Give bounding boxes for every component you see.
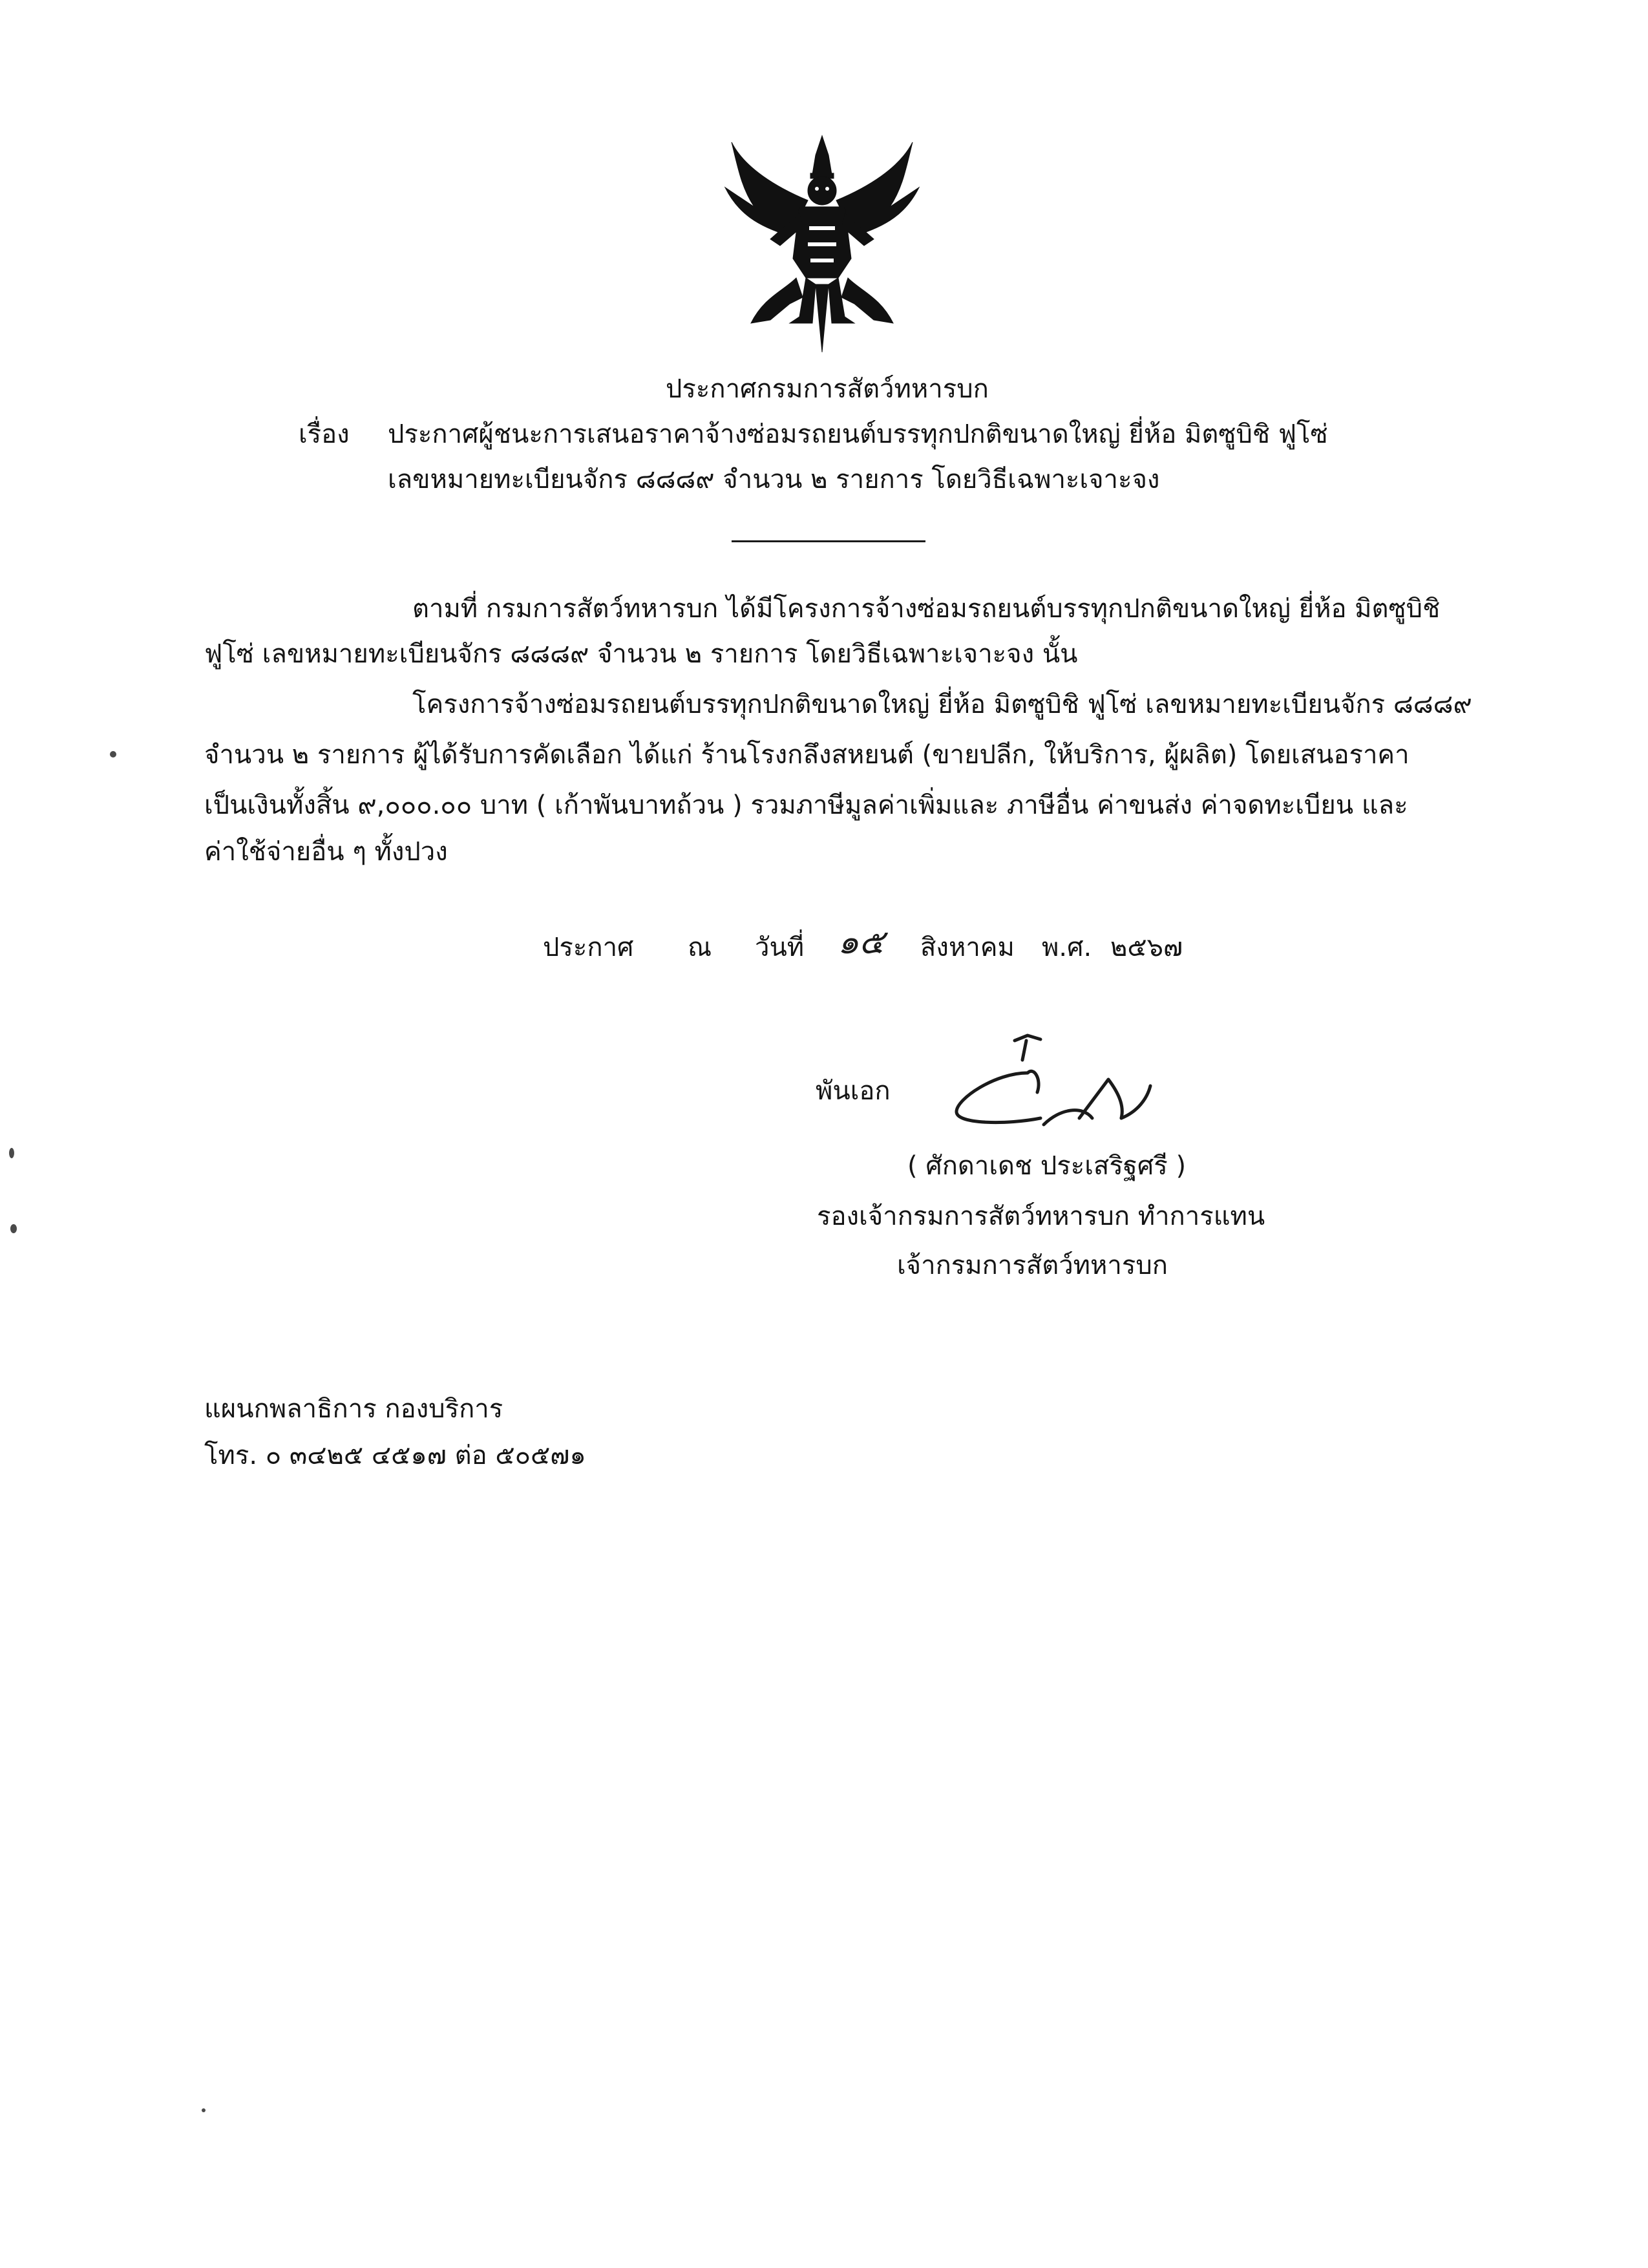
- agency-title: ประกาศกรมการสัตว์ทหารบก: [666, 374, 989, 404]
- header-divider: [732, 540, 925, 542]
- garuda-emblem-icon: [719, 129, 925, 355]
- subject-label: เรื่อง: [299, 419, 350, 449]
- announced-label: ประกาศ: [543, 933, 634, 962]
- day-value: ๑๕: [838, 923, 885, 962]
- signatory-name: ( ศักดาเดช ประเสริฐศรี ): [907, 1151, 1187, 1181]
- footer-phone: โทร. ๐ ๓๔๒๕ ๔๕๑๗ ต่อ ๕๐๕๗๑: [204, 1441, 586, 1470]
- year: ๒๕๖๗: [1110, 933, 1183, 962]
- signatory-position-1: รองเจ้ากรมการสัตว์ทหารบก ทำการแทน: [817, 1202, 1265, 1231]
- paragraph-2-line-3: เป็นเงินทั้งสิ้น ๙,๐๐๐.๐๐ บาท ( เก้าพันบาทถ้วน ) รวมภาษีมูลค่าเพิ่มและ ภาษีอื่น ค่าขนส่ง ค่าจดทะเบียน และ: [204, 790, 1408, 820]
- scan-speck: [110, 751, 116, 758]
- subject-line-1: ประกาศผู้ชนะการเสนอราคาจ้างซ่อมรถยนต์บรรทุกปกติขนาดใหญ่ ยี่ห้อ มิตซูบิชิ ฟูโซ่: [388, 419, 1328, 449]
- month: สิงหาคม: [920, 933, 1015, 962]
- paragraph-2-line-2: จำนวน ๒ รายการ ผู้ได้รับการคัดเลือก ได้แก่ ร้านโรงกลึงสหยนต์ (ขายปลีก, ให้บริการ, ผู้ผลิต) โดยเสนอราคา: [204, 740, 1410, 770]
- signatory-rank: พันเอก: [816, 1076, 891, 1106]
- subject-line-2: เลขหมายทะเบียนจักร ๘๘๘๙ จำนวน ๒ รายการ โดยวิธีเฉพาะเจาะจง: [388, 465, 1160, 494]
- signatory-position-2: เจ้ากรมการสัตว์ทหารบก: [897, 1251, 1168, 1280]
- footer-department: แผนกพลาธิการ กองบริการ: [204, 1394, 503, 1424]
- scan-speck: [10, 1224, 17, 1233]
- at-label: ณ: [688, 933, 712, 962]
- paragraph-1-line-2: ฟูโซ่ เลขหมายทะเบียนจักร ๘๘๘๙ จำนวน ๒ รายการ โดยวิธีเฉพาะเจาะจง นั้น: [204, 639, 1078, 669]
- era-label: พ.ศ.: [1042, 933, 1092, 962]
- paragraph-2-line-4: ค่าใช้จ่ายอื่น ๆ ทั้งปวง: [204, 837, 448, 867]
- handwritten-signature: [931, 1028, 1176, 1138]
- paragraph-2-line-1: โครงการจ้างซ่อมรถยนต์บรรทุกปกติขนาดใหญ่ ยี่ห้อ มิตซูบิชิ ฟูโซ่ เลขหมายทะเบียนจักร ๘๘๘๙: [412, 690, 1472, 719]
- day-label: วันที่: [755, 933, 805, 962]
- scan-speck: [9, 1148, 14, 1158]
- paragraph-1-line-1: ตามที่ กรมการสัตว์ทหารบก ได้มีโครงการจ้างซ่อมรถยนต์บรรทุกปกติขนาดใหญ่ ยี่ห้อ มิตซูบิชิ: [412, 594, 1441, 624]
- scan-speck: [202, 2108, 206, 2112]
